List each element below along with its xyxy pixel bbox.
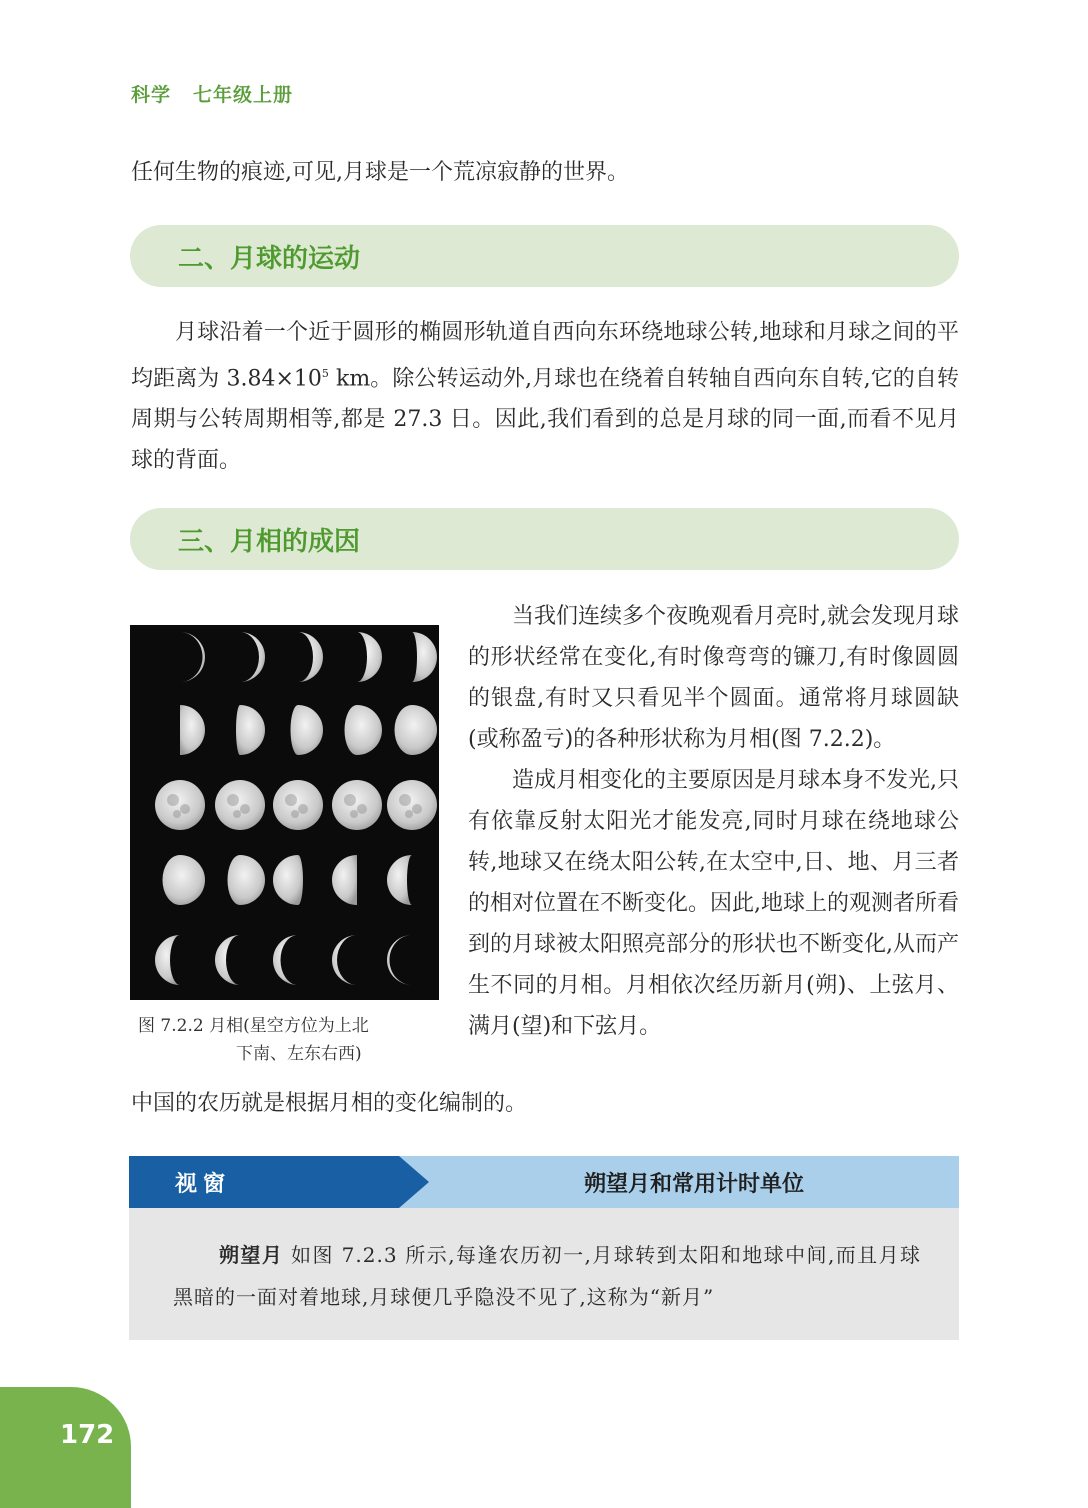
moon-phase-icon	[180, 705, 205, 755]
moon-phase-icon	[273, 935, 298, 985]
window-tag	[129, 1156, 399, 1208]
tag-arrow-icon	[399, 1156, 429, 1208]
moon-phase-icon	[298, 632, 323, 682]
moon-phase-icon	[215, 935, 240, 985]
running-header	[131, 80, 293, 107]
section-heading-bar	[130, 225, 959, 287]
window-box-body	[129, 1208, 959, 1340]
moon-phase-icon	[155, 780, 205, 830]
section3-paragraph-2: 造成月相变化的主要原因是月球本身不发光,只有依靠反射太阳光才能发亮,同时月球在绕地球公转,地球又在绕太阳公转,在太空中,日、地、月三者的相对位置在不断变化。因此,地球上的观测者所看到的月球被太阳照亮部分的形状也不断变化,从而产生不同的月相。月相依次经历新月(朔)、上弦月、满月(望)和下弦月。	[468, 768, 959, 1039]
window-title: 朔望月和常用计时单位	[583, 1172, 804, 1197]
figure-caption	[138, 1012, 438, 1068]
page-number: 172	[60, 1420, 115, 1450]
moon-phase-icon	[332, 935, 357, 985]
moon-phase-icon	[155, 935, 180, 985]
moon-phase-icon	[357, 632, 382, 682]
moon-phase-icon	[345, 705, 383, 755]
section3-paragraph-1: 当我们连续多个夜晚观看月亮时,就会发现月球的形状经常在变化,有时像弯弯的镰刀,有时像圆圆的银盘,有时又只看见半个圆面。通常将月球圆缺(或称盈亏)的各种形状称为月相(图 7.2.2)。	[468, 604, 959, 752]
moon-phase-icon	[180, 632, 205, 682]
moon-phase-icon	[387, 855, 412, 905]
window-label: 视窗	[175, 1172, 232, 1197]
moon-phases-image	[130, 625, 439, 1000]
moon-phase-icon	[228, 855, 266, 905]
moon-phase-icon	[273, 780, 323, 830]
moon-phase-icon	[215, 780, 265, 830]
moon-phase-icon	[273, 855, 303, 905]
moon-phase-icon	[332, 780, 382, 830]
section-heading-bar	[130, 508, 959, 570]
header-subject: 科学	[131, 84, 172, 106]
header-book: 七年级上册	[193, 84, 294, 106]
moon-phase-icon	[387, 780, 437, 830]
section2-text-2: km。除公转运动外,月球也在绕着自转轴自西向东自转,它的自转周期与公转周期相等,都是 27.3 日。因此,我们看到的总是月球的同一面,而看不见月球的背面。	[131, 366, 960, 474]
window-term: 朔望月	[219, 1243, 284, 1267]
window-text	[173, 1234, 921, 1318]
section3-paragraph-3: 中国的农历就是根据月相的变化编制的。	[131, 1091, 528, 1116]
moon-phases-photo	[130, 625, 439, 1000]
moon-phase-icon	[332, 855, 357, 905]
moon-phase-icon	[163, 855, 206, 905]
window-box-header	[129, 1156, 959, 1208]
section3-right-column	[468, 596, 959, 1047]
section2-text-1: 月球沿着一个近于圆形的椭圆形轨道自西向东环绕地球公转,地球和月球之间的平均距离为 3.84×10	[131, 320, 959, 392]
intro-line: 任何生物的痕迹,可见,月球是一个荒凉寂静的世界。	[131, 160, 629, 185]
moon-phase-icon	[240, 632, 265, 682]
moon-phase-icon	[291, 705, 324, 755]
moon-phase-icon	[236, 705, 265, 755]
caption-line-1: 图 7.2.2 月相(星空方位为上北	[138, 1016, 369, 1036]
moon-phase-icon	[412, 632, 437, 682]
window-body-text: 如图 7.2.3 所示,每逢农历初一,月球转到太阳和地球中间,而且月球黑暗的一面对着地球,月球便几乎隐没不见了,这称为“新月”	[173, 1243, 921, 1309]
exponent: 5	[321, 367, 329, 380]
moon-phase-icon	[395, 705, 438, 755]
moon-phase-icon	[387, 935, 412, 985]
section-title: 三、月相的成因	[178, 527, 361, 557]
section2-paragraph	[131, 312, 959, 481]
section-title: 二、月球的运动	[178, 244, 361, 274]
caption-line-2: 下南、左东右西)	[236, 1044, 362, 1064]
